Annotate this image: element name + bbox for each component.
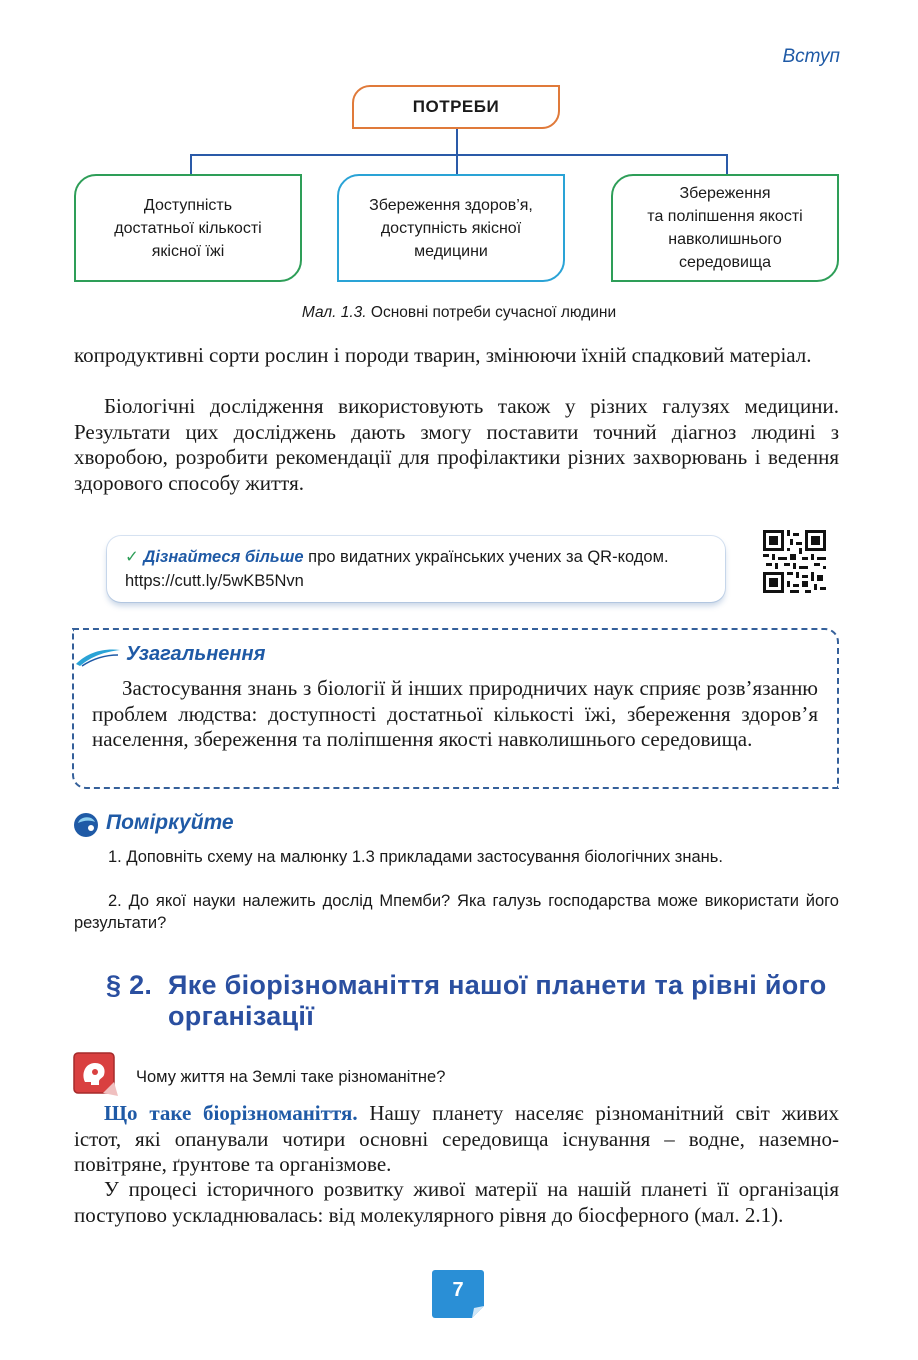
section-header: Вступ: [782, 46, 840, 67]
learn-more-label: Дізнайтеся більше: [143, 548, 304, 566]
need-box-health: [337, 174, 565, 282]
summary-text: Застосування знань з біології й інших природничих наук сприяє розв’язанню проблем людства: доступності достатньої кількості їжі, збереження здоров’я населення, збереження та поліпшення якості навколишнього середовища.: [92, 676, 818, 751]
question-1: 1. Доповніть схему на малюнку 1.3 прикладами застосування біологічних знань.: [108, 848, 723, 866]
connector-middle: [456, 154, 458, 175]
caption-text: Основні потреби сучасної людини: [370, 304, 617, 321]
body2-p1-text: Нашу планету населяє різноманітний світ живих істот, які опанували чотири основні середовища існування – водне, наземно-повітряне, ґрунтове та організмове.: [74, 1101, 840, 1176]
intro-question: Чому життя на Землі таке різноманітне?: [136, 1068, 446, 1086]
need-line: якісної їжі: [151, 242, 225, 260]
learn-more-text[interactable]: про видатних українських учених за QR-кодом. https://cutt.ly/5wKB5Nvn: [125, 548, 669, 590]
thinking-head-icon: [72, 811, 100, 839]
body2-paragraph-1: [74, 1101, 839, 1178]
need-line: достатньої кількості: [114, 219, 262, 237]
need-box-environment: [611, 174, 839, 282]
think-title: Поміркуйте: [106, 811, 234, 834]
figure-caption: [0, 304, 918, 322]
body2-lead: Що таке біорізноманіття.: [104, 1101, 358, 1125]
need-box-food: [74, 174, 302, 282]
need-line: та поліпшення якості: [647, 208, 803, 225]
connector-right: [726, 154, 728, 175]
diagram-root-box: ПОТРЕБИ: [352, 85, 560, 129]
swoosh-icon: [74, 644, 122, 668]
body2-paragraph-2: У процесі історичного розвитку живої матерії на нашій планеті її організація поступово ускладнювалась: від молекулярного рівня до біосферного (мал. 2.1).: [74, 1177, 839, 1227]
check-icon: ✓: [125, 548, 139, 566]
qr-code-icon[interactable]: [763, 530, 826, 593]
need-line: Збереження: [679, 185, 771, 202]
need-line: доступність якісної: [380, 219, 522, 237]
section-number: § 2.: [106, 970, 153, 1000]
connector-vertical-root: [456, 129, 458, 155]
learn-more-box: [107, 536, 725, 602]
summary-title: Узагальнення: [126, 643, 266, 665]
connector-left: [190, 154, 192, 175]
question-head-icon: [73, 1052, 119, 1098]
need-line: Доступність: [143, 196, 233, 214]
need-line: середовища: [678, 254, 772, 271]
body-paragraph-1: копродуктивні сорти рослин і породи тварин, змінюючи їхній спадковий матеріал.: [74, 343, 812, 367]
page-number: 7: [452, 1279, 464, 1301]
caption-label: Мал. 1.3.: [301, 304, 367, 321]
section-title: Яке біорізноманіття нашої планети та рівні його організації: [168, 970, 827, 1031]
need-line: Збереження здоров’я,: [369, 196, 533, 214]
need-line: навколишнього: [668, 231, 782, 248]
body-paragraph-2: Біологічні дослідження використовують також у різних галузях медицини. Результати цих досліджень дають змогу поставити точний діагноз людині з хворобою, розробити рекомендації для профілактики різних захворювань і ведення здорового способу життя.: [74, 394, 839, 495]
connector-horizontal: [190, 154, 728, 156]
need-line: медицини: [414, 242, 488, 260]
question-2: 2. До якої науки належить дослід Мпемби? Яка галузь господарства може використати його результати?: [74, 892, 839, 932]
